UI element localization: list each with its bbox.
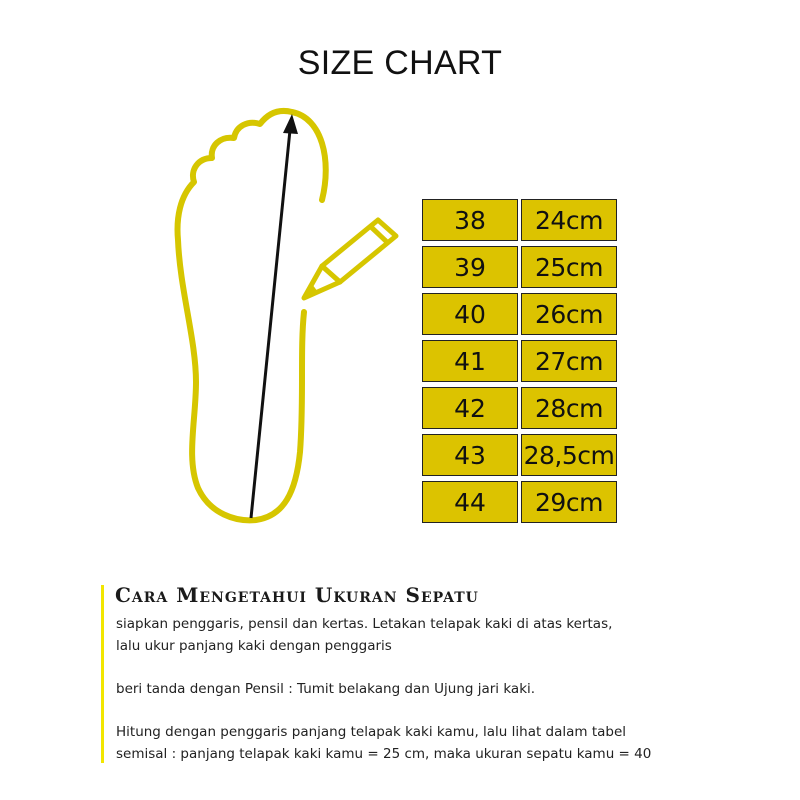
instruction-line: lalu ukur panjang kaki dengan penggaris [116, 638, 392, 654]
length-cell: 29cm [521, 481, 617, 523]
size-cell: 40 [422, 293, 518, 335]
instruction-line: semisal : panjang telapak kaki kamu = 25 cm, maka ukuran sepatu kamu = 40 [116, 746, 652, 762]
page-title: SIZE CHART [297, 44, 503, 82]
length-cell: 28,5cm [521, 434, 617, 476]
pencil-icon [304, 220, 396, 298]
size-table [422, 199, 617, 528]
size-cell: 43 [422, 434, 518, 476]
size-cell: 39 [422, 246, 518, 288]
table-row [422, 340, 617, 382]
length-cell: 26cm [521, 293, 617, 335]
info-accent-bar [101, 585, 104, 763]
table-row [422, 434, 617, 476]
table-row [422, 387, 617, 429]
measure-arrow-icon [251, 114, 298, 518]
instruction-line: Hitung dengan penggaris panjang telapak kaki kamu, lalu lihat dalam tabel [116, 724, 627, 740]
instruction-line: siapkan penggaris, pensil dan kertas. Letakan telapak kaki di atas kertas, [116, 616, 613, 632]
length-cell: 27cm [521, 340, 617, 382]
length-cell: 24cm [521, 199, 617, 241]
foot-outline-icon [178, 111, 326, 520]
length-cell: 25cm [521, 246, 617, 288]
table-row [422, 199, 617, 241]
size-cell: 38 [422, 199, 518, 241]
table-row [422, 481, 617, 523]
instruction-line: beri tanda dengan Pensil : Tumit belakang dan Ujung jari kaki. [116, 681, 536, 697]
info-heading: Cara Mengetahui Ukuran Sepatu [115, 583, 479, 607]
table-row [422, 246, 617, 288]
size-cell: 44 [422, 481, 518, 523]
table-row [422, 293, 617, 335]
length-cell: 28cm [521, 387, 617, 429]
size-cell: 41 [422, 340, 518, 382]
size-cell: 42 [422, 387, 518, 429]
